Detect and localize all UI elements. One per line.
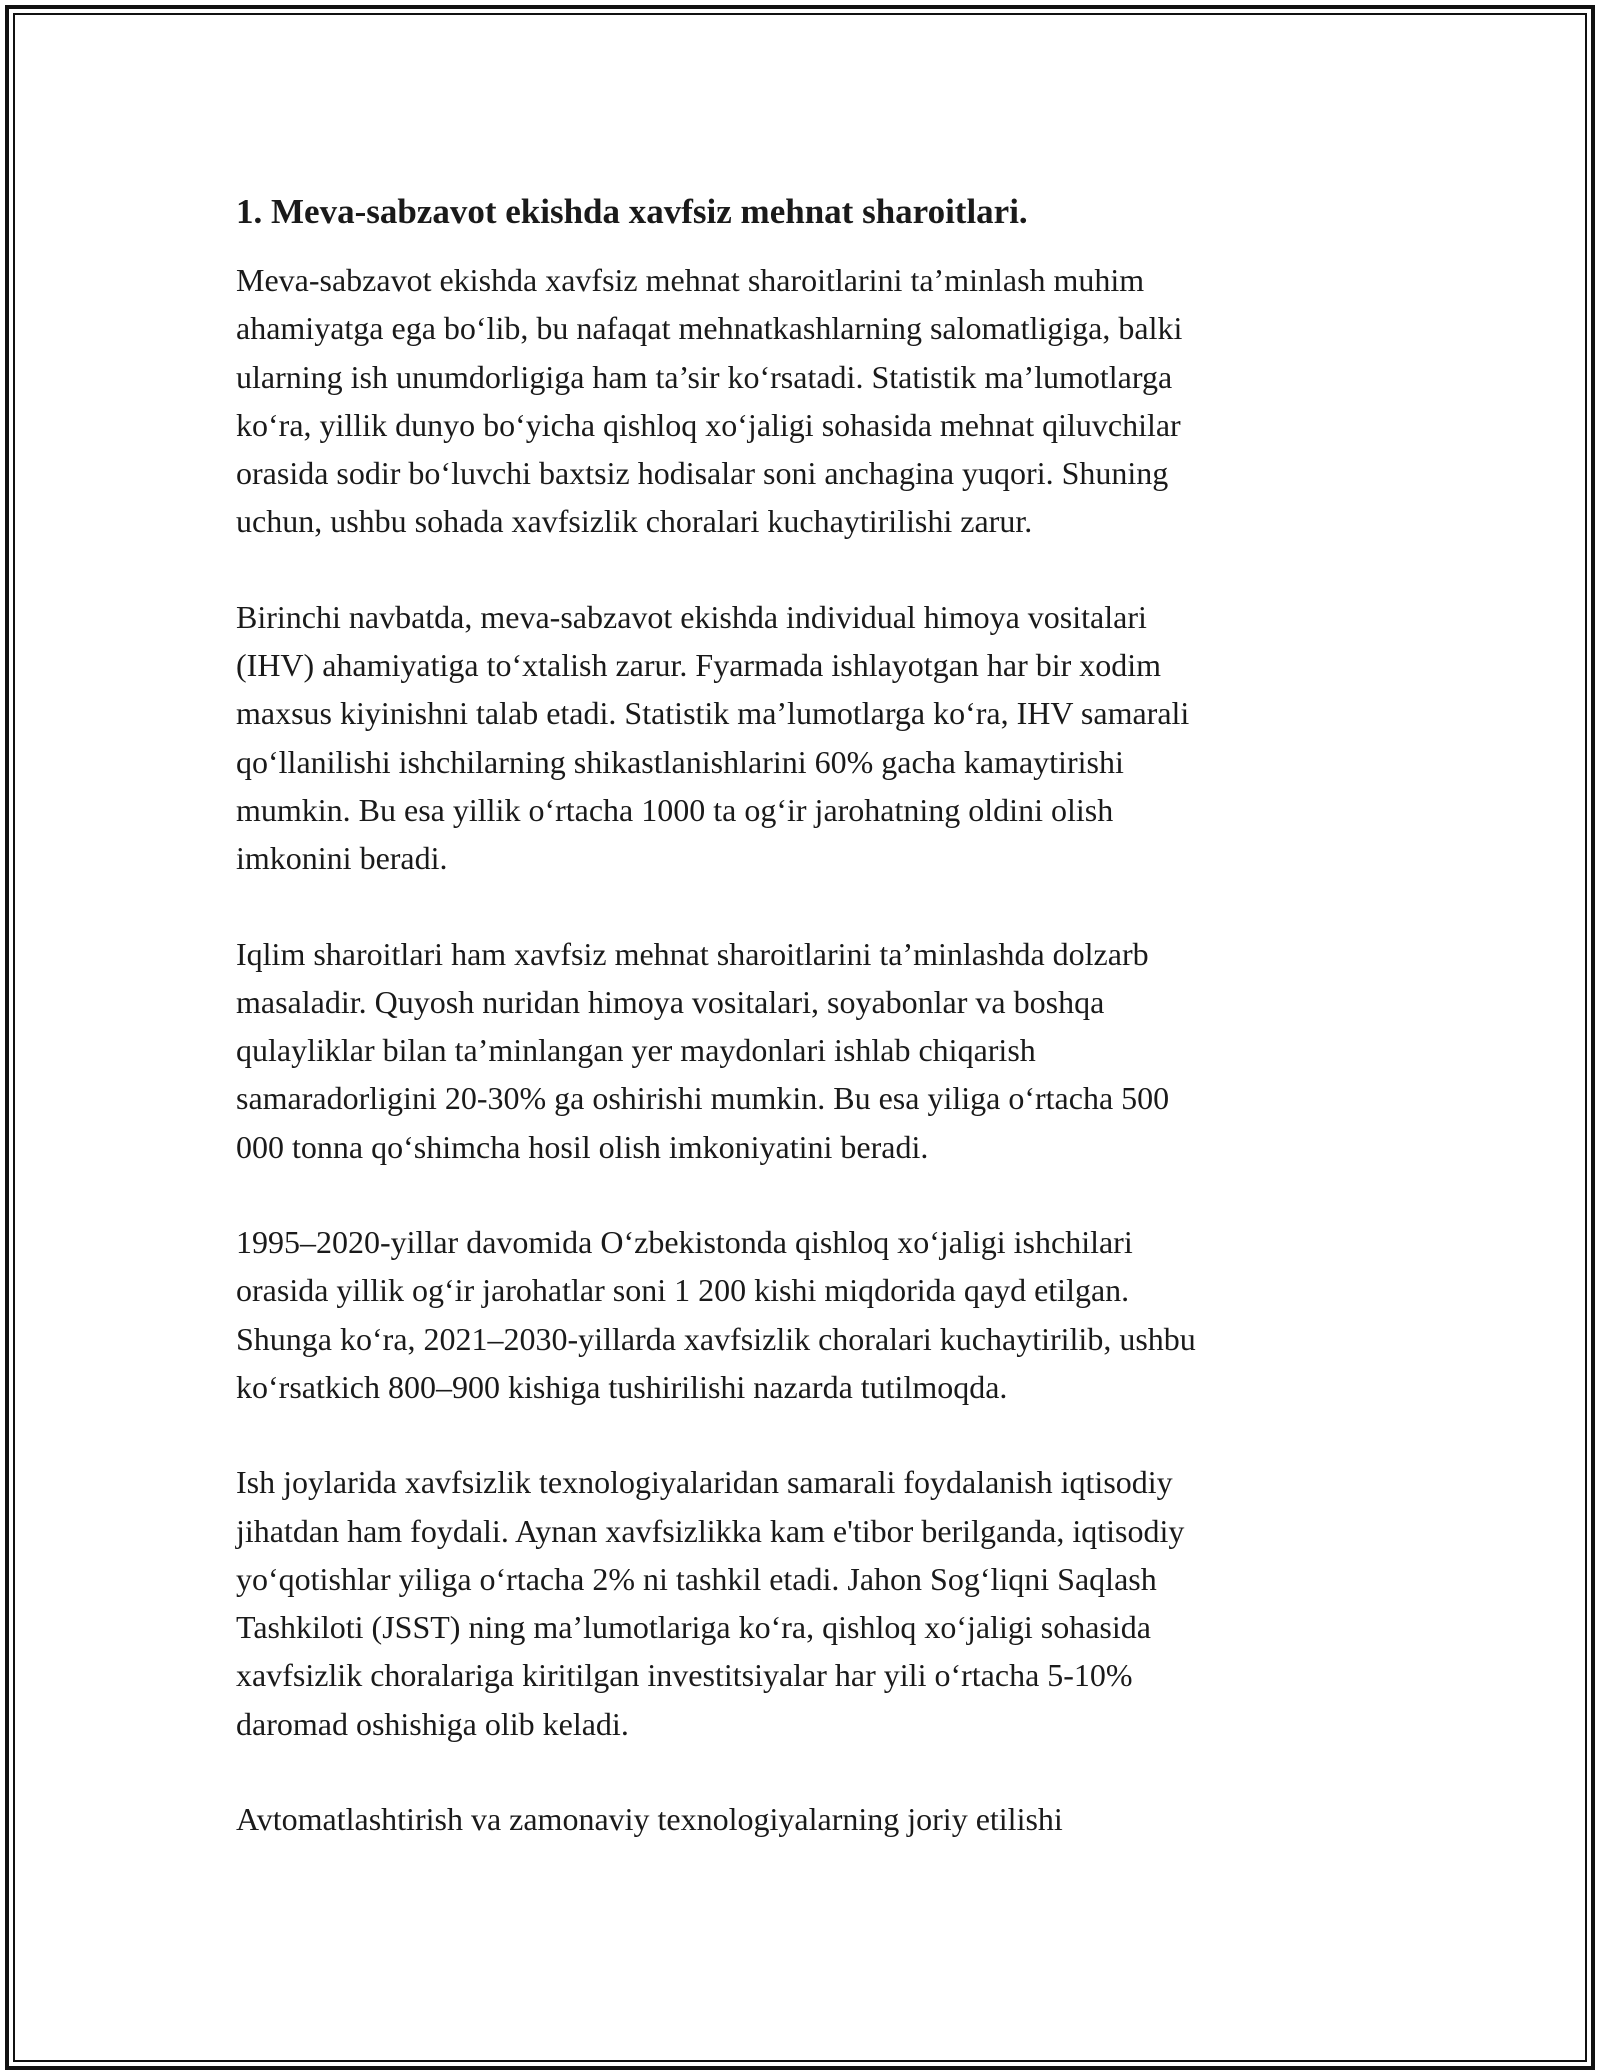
text-line: orasida yillik ogʻir jarohatlar soni 1 200 kishi miqdorida qayd etilgan. (236, 1272, 1130, 1309)
text-line: Iqlim sharoitlari ham xavfsiz mehnat sharoitlarini ta’minlashda dolzarb (236, 935, 1149, 972)
text-line: Meva-sabzavot ekishda xavfsiz mehnat sharoitlarini ta’minlash muhim (236, 262, 1145, 298)
text-line: mumkin. Bu esa yillik oʻrtacha 1000 ta ogʻir jarohatning oldini olish (236, 791, 1114, 828)
text-line: masaladir. Quyosh nuridan himoya vositalari, soyabonlar va boshqa (236, 983, 1105, 1020)
text-line: qoʻllanilishi ishchilarning shikastlanishlarini 60% gacha kamaytirishi (236, 743, 1124, 780)
text-line: uchun, ushbu sohada xavfsizlik choralari kuchaytirilishi zarur. (236, 503, 1033, 540)
text-line: maxsus kiyinishni talab etadi. Statistik ma’lumotlarga koʻra, IHV samarali (236, 695, 1190, 732)
text-line: daromad oshishiga olib keladi. (236, 1705, 629, 1742)
text-line: Ish joylarida xavfsizlik texnologiyalaridan samarali foydalanish iqtisodiy (236, 1464, 1173, 1501)
text-line: 1995–2020-yillar davomida Oʻzbekistonda qishloq xoʻjaligi ishchilari (236, 1224, 1133, 1261)
document-body (236, 188, 1348, 1890)
paragraph-5 (236, 1458, 1348, 1748)
paragraph-2 (236, 593, 1348, 883)
text-line: Avtomatlashtirish va zamonaviy texnologiyalarning joriy etilishi (236, 1801, 1063, 1838)
text-line: qulayliklar bilan ta’minlangan yer maydonlari ishlab chiqarish (236, 1032, 1036, 1069)
text-line: 000 tonna qoʻshimcha hosil olish imkoniyatini beradi. (236, 1128, 929, 1165)
paragraph-1 (236, 256, 1348, 546)
text-line: orasida sodir boʻluvchi baxtsiz hodisalar soni anchagina yuqori. Shuning (236, 455, 1169, 492)
section-heading: 1. Meva-sabzavot ekishda xavfsiz mehnat sharoitlari. (236, 192, 1028, 231)
text-line: yoʻqotishlar yiliga oʻrtacha 2% ni tashkil etadi. Jahon Sogʻliqni Saqlash (236, 1560, 1157, 1597)
text-line: xavfsizlik choralariga kiritilgan investitsiyalar har yili oʻrtacha 5-10% (236, 1657, 1133, 1694)
text-line: samaradorligini 20-30% ga oshirishi mumkin. Bu esa yiliga oʻrtacha 500 (236, 1080, 1170, 1117)
text-line: jihatdan ham foydali. Aynan xavfsizlikka kam e'tibor berilganda, iqtisodiy (236, 1512, 1185, 1549)
text-line: (IHV) ahamiyatiga toʻxtalish zarur. Fyarmada ishlayotgan har bir xodim (236, 647, 1162, 684)
paragraph-3 (236, 930, 1348, 1171)
text-line: koʻrsatkich 800–900 kishiga tushirilishi nazarda tutilmoqda. (236, 1368, 1008, 1405)
text-line: Shunga koʻra, 2021–2030-yillarda xavfsizlik choralari kuchaytirilib, ushbu (236, 1320, 1196, 1357)
text-line: Tashkiloti (JSST) ning ma’lumotlariga koʻra, qishloq xoʻjaligi sohasida (236, 1609, 1151, 1646)
text-line: ahamiyatga ega boʻlib, bu nafaqat mehnatkashlarning salomatligiga, balki (236, 310, 1183, 347)
text-line: Birinchi navbatda, meva-sabzavot ekishda individual himoya vositalari (236, 598, 1147, 635)
text-line: koʻra, yillik dunyo boʻyicha qishloq xoʻjaligi sohasida mehnat qiluvchilar (236, 406, 1181, 443)
paragraph-6 (236, 1795, 1348, 1843)
text-line: imkonini beradi. (236, 840, 448, 877)
paragraph-4 (236, 1218, 1348, 1411)
text-line: ularning ish unumdorligiga ham ta’sir koʻrsatadi. Statistik ma’lumotlarga (236, 358, 1173, 395)
